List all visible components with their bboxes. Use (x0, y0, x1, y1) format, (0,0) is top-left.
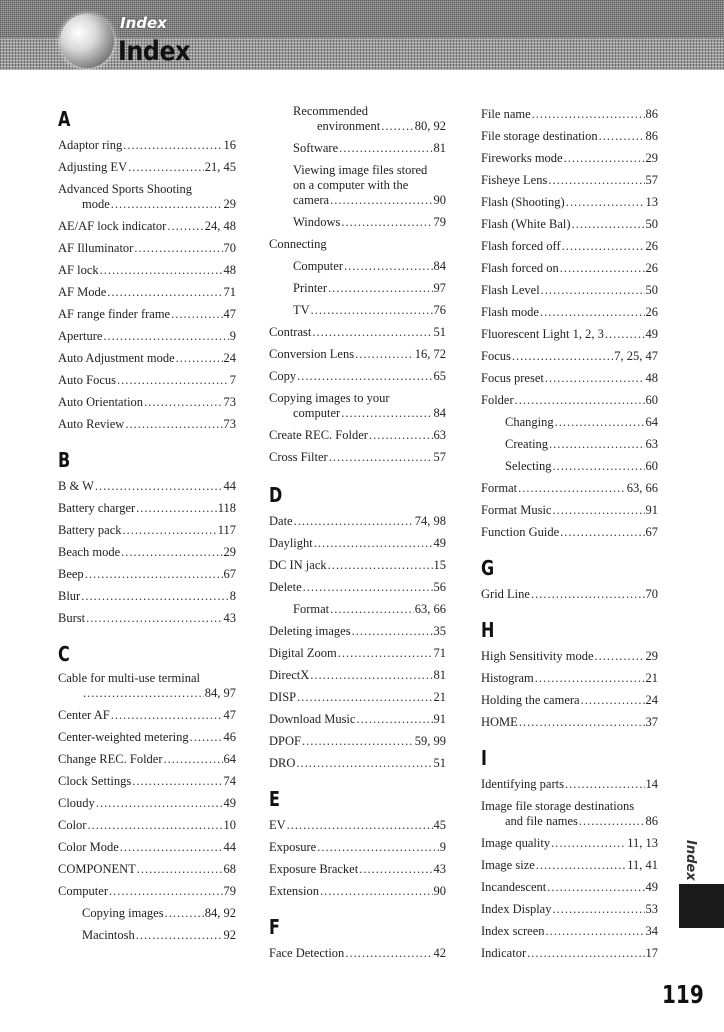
index-entry: Grid Line ..... 70 (481, 583, 658, 605)
index-entry: Image file storage destinations and file names ..... 86 (481, 799, 658, 829)
index-entry: Create REC. Folder ..... 63 (269, 424, 446, 446)
index-entry: Conversion Lens ..... 16, 72 (269, 343, 446, 365)
side-tab-marker (679, 884, 724, 928)
section-letter-e: E (269, 787, 280, 811)
index-entry: AE/AF lock indicator ..... 24, 48 (58, 215, 236, 237)
section-letter-i: I (481, 746, 487, 770)
index-entry: Contrast ..... 51 (269, 321, 446, 343)
index-subentry: Macintosh ..... 92 (58, 924, 236, 946)
index-entry: Beep ..... 67 (58, 563, 236, 585)
index-subentry: Software ..... 81 (269, 137, 446, 159)
index-entry: Battery charger ..... 118 (58, 497, 236, 519)
index-subentry: Changing ..... 64 (481, 411, 658, 433)
index-entry: Fireworks mode ..... 29 (481, 147, 658, 169)
index-entry: Format Music ..... 91 (481, 499, 658, 521)
index-entry: Auto Adjustment mode ..... 24 (58, 347, 236, 369)
index-entry: Change REC. Folder ..... 64 (58, 748, 236, 770)
index-subentry: Format ..... 63, 66 (269, 598, 446, 620)
index-subentry: Selecting ..... 60 (481, 455, 658, 477)
index-entry: Auto Review ..... 73 (58, 413, 236, 435)
index-entry: Delete ..... 56 (269, 576, 446, 598)
index-entry: DPOF ..... 59, 99 (269, 730, 446, 752)
index-entry: Fisheye Lens ..... 57 (481, 169, 658, 191)
index-entry: Focus preset ..... 48 (481, 367, 658, 389)
index-entry: Image quality ..... 11, 13 (481, 832, 658, 854)
index-entry: Exposure ..... 9 (269, 836, 446, 858)
index-entry: AF range finder frame ..... 47 (58, 303, 236, 325)
index-entry: Flash (Shooting) ..... 13 (481, 191, 658, 213)
index-entry: Color Mode ..... 44 (58, 836, 236, 858)
index-subentry: Recommended environment ..... 80, 92 (269, 104, 446, 134)
index-entry: Holding the camera ..... 24 (481, 689, 658, 711)
banner-orb-icon (60, 14, 114, 68)
index-subentry: Printer ..... 97 (269, 277, 446, 299)
index-entry: Battery pack ..... 117 (58, 519, 236, 541)
index-entry: HOME ..... 37 (481, 711, 658, 733)
index-entry: Flash Level ..... 50 (481, 279, 658, 301)
index-subentry: Creating ..... 63 (481, 433, 658, 455)
index-entry: Face Detection ..... 42 (269, 942, 446, 964)
section-letter-d: D (269, 483, 283, 507)
index-entry: Copying images to your computer ..... 84 (269, 391, 446, 421)
index-entry: Index Display ..... 53 (481, 898, 658, 920)
index-entry: Copy ..... 65 (269, 365, 446, 387)
index-entry: Format ..... 63, 66 (481, 477, 658, 499)
section-letter-b: B (58, 448, 71, 472)
index-entry: DC IN jack ..... 15 (269, 554, 446, 576)
index-entry: Extension ..... 90 (269, 880, 446, 902)
index-entry: AF lock ..... 48 (58, 259, 236, 281)
section-letter-f: F (269, 915, 280, 939)
banner-small-title: Index (120, 14, 167, 32)
index-entry: Image size ..... 11, 41 (481, 854, 658, 876)
index-entry: AF Mode ..... 71 (58, 281, 236, 303)
index-entry: Auto Orientation ..... 73 (58, 391, 236, 413)
index-subentry: Windows ..... 79 (269, 211, 446, 233)
index-entry: High Sensitivity mode ..... 29 (481, 645, 658, 667)
index-entry: Burst ..... 43 (58, 607, 236, 629)
index-entry: B & W ..... 44 (58, 475, 236, 497)
index-entry: Flash mode ..... 26 (481, 301, 658, 323)
index-subentry: Computer ..... 84 (269, 255, 446, 277)
index-entry: Color ..... 10 (58, 814, 236, 836)
index-entry: Indicator ..... 17 (481, 942, 658, 964)
index-entry: Digital Zoom ..... 71 (269, 642, 446, 664)
index-entry: Connecting (269, 237, 327, 251)
index-entry: Flash forced on ..... 26 (481, 257, 658, 279)
header-banner (0, 0, 724, 70)
index-entry: Incandescent ..... 49 (481, 876, 658, 898)
side-tab-label: Index (683, 840, 698, 881)
index-column-3 (481, 103, 658, 964)
index-entry: Advanced Sports Shooting mode ..... 29 (58, 182, 236, 212)
index-entry: Deleting images ..... 35 (269, 620, 446, 642)
index-entry: DISP ..... 21 (269, 686, 446, 708)
index-entry: Index screen ..... 34 (481, 920, 658, 942)
index-entry: Download Music ..... 91 (269, 708, 446, 730)
index-entry: Auto Focus ..... 7 (58, 369, 236, 391)
index-entry: Cross Filter ..... 57 (269, 446, 446, 468)
index-entry: Flash forced off ..... 26 (481, 235, 658, 257)
index-entry: Cloudy ..... 49 (58, 792, 236, 814)
index-entry: DRO ..... 51 (269, 752, 446, 774)
index-entry: Adaptor ring ..... 16 (58, 134, 236, 156)
index-entry: EV ..... 45 (269, 814, 446, 836)
index-entry: Adjusting EV ..... 21, 45 (58, 156, 236, 178)
index-entry: Focus ..... 7, 25, 47 (481, 345, 658, 367)
page-number: 119 (662, 980, 704, 1009)
index-entry: File name ..... 86 (481, 103, 658, 125)
index-entry: Computer ..... 79 (58, 880, 236, 902)
index-entry: Function Guide ..... 67 (481, 521, 658, 543)
section-letter-g: G (481, 556, 495, 580)
index-entry: Cable for multi-use terminal ..... 84, 97 (58, 671, 236, 701)
index-entry: Date ..... 74, 98 (269, 510, 446, 532)
index-entry: COMPONENT ..... 68 (58, 858, 236, 880)
index-column-1 (58, 100, 236, 946)
index-entry: Histogram ..... 21 (481, 667, 658, 689)
section-letter-c: C (58, 642, 70, 666)
index-entry: DirectX ..... 81 (269, 664, 446, 686)
index-entry: Exposure Bracket ..... 43 (269, 858, 446, 880)
section-letter-a: A (58, 107, 71, 131)
index-subentry: TV ..... 76 (269, 299, 446, 321)
index-entry: Beach mode ..... 29 (58, 541, 236, 563)
index-entry: Center AF ..... 47 (58, 704, 236, 726)
index-entry: Daylight ..... 49 (269, 532, 446, 554)
index-entry: Identifying parts ..... 14 (481, 773, 658, 795)
index-subentry: Copying images ..... 84, 92 (58, 902, 236, 924)
index-entry: Fluorescent Light 1, 2, 3 ..... 49 (481, 323, 658, 345)
index-column-2 (269, 104, 446, 964)
index-entry: Folder ..... 60 (481, 389, 658, 411)
index-subentry: Viewing image files stored on a computer with the camera ..... 90 (269, 163, 446, 208)
index-entry: Clock Settings ..... 74 (58, 770, 236, 792)
index-entry: Center-weighted metering ..... 46 (58, 726, 236, 748)
page-title: Index (118, 36, 191, 67)
index-entry: Aperture ..... 9 (58, 325, 236, 347)
section-letter-h: H (481, 618, 495, 642)
index-entry: Flash (White Bal) ..... 50 (481, 213, 658, 235)
index-entry: AF Illuminator ..... 70 (58, 237, 236, 259)
index-entry: Blur ..... 8 (58, 585, 236, 607)
index-entry: File storage destination ..... 86 (481, 125, 658, 147)
